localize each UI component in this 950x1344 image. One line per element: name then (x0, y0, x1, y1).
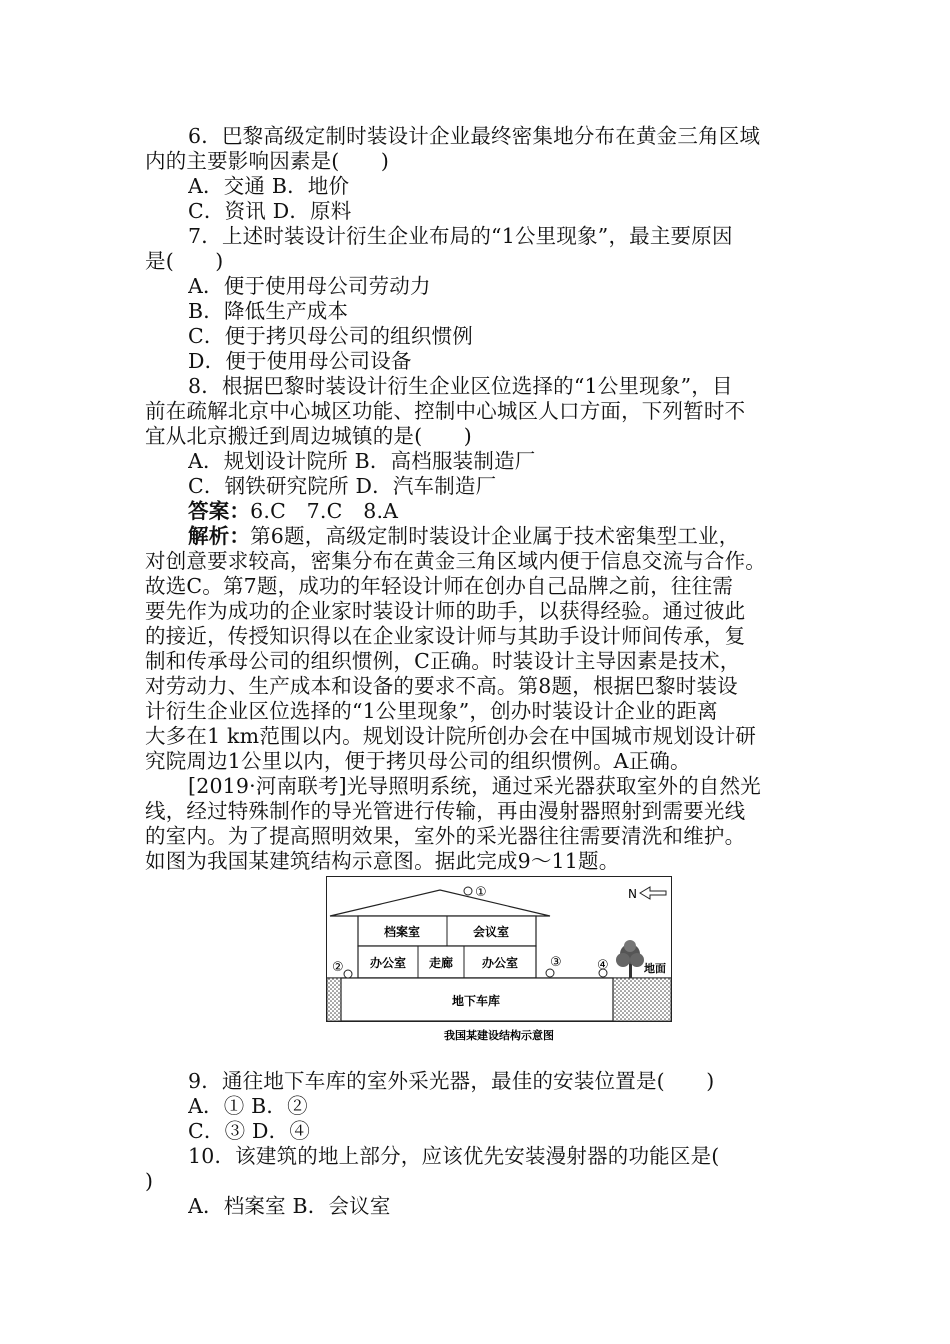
intro-line3: 的室内。为了提高照明效果，室外的采光器往往需要清洗和维护。 (145, 824, 746, 848)
q7-stem-line1: 7．上述时装设计衍生企业布局的“1公里现象”，最主要原因 (188, 224, 733, 248)
q9-options-cd: C．③ D．④ (188, 1119, 311, 1143)
q6-stem-line1: 6．巴黎高级定制时装设计企业最终密集地分布在黄金三角区域 (188, 124, 761, 148)
q7-option-b: B．降低生产成本 (188, 299, 349, 323)
intro-line1 (188, 774, 807, 799)
q10-options-ab: A．档案室 B．会议室 (188, 1194, 391, 1218)
analysis-line2: 对创意要求较高，密集分布在黄金三角区域内便于信息交流与合作。 (145, 549, 766, 573)
marker-3-label: ③ (550, 955, 562, 970)
analysis-line5: 的接近，传授知识得以在企业家设计师与其助手设计师间传承，复 (145, 624, 746, 648)
figure-caption: 我国某建设结构示意图 (444, 1029, 554, 1042)
q7-option-a: A．便于使用母公司劳动力 (188, 274, 431, 298)
q9-options-ab: A．① B．② (188, 1094, 308, 1118)
q10-stem-line1: 10．该建筑的地上部分，应该优先安装漫射器的功能区是( (188, 1144, 720, 1168)
corridor-label: 走廊 (428, 956, 454, 970)
q7-stem-line2: 是( ) (145, 249, 224, 273)
analysis-line3: 故选C。第7题，成功的年轻设计师在创办自己品牌之前，往往需 (145, 574, 734, 598)
q6-stem-line2: 内的主要影响因素是( ) (145, 149, 390, 173)
garage-label: 地下车库 (451, 994, 501, 1008)
analysis-line6: 制和传承母公司的组织惯例，C正确。时装设计主导因素是技术， (145, 649, 741, 673)
q8-options-ab: A．规划设计院所 B．高档服装制造厂 (188, 449, 536, 473)
q9-stem: 9．通往地下车库的室外采光器，最佳的安装位置是( ) (188, 1069, 715, 1093)
q8-stem-line3: 宜从北京搬迁到周边城镇的是( ) (145, 424, 472, 448)
archive-room-label: 档案室 (383, 925, 421, 939)
q7-option-d: D．便于使用母公司设备 (188, 349, 412, 373)
analysis-line1 (188, 524, 807, 549)
analysis-line7: 对劳动力、生产成本和设备的要求不高。第8题，根据巴黎时装设 (145, 674, 738, 698)
marker-4-label: ④ (597, 958, 609, 973)
soil-right (613, 978, 671, 1021)
meeting-room-label: 会议室 (472, 925, 510, 939)
q8-options-cd: C．钢铁研究院所 D．汽车制造厂 (188, 474, 497, 498)
q10-stem-line2: ) (145, 1169, 154, 1193)
marker-2-label: ② (332, 960, 344, 975)
intro-text-1: 光导照明系统，通过采光器获取室外的自然光 (346, 774, 761, 798)
q8-stem-line1: 8．根据巴黎时装设计衍生企业区位选择的“1公里现象”，目 (188, 374, 733, 398)
analysis-line8: 计衍生企业区位选择的“1公里现象”，创办时装设计企业的距离 (145, 699, 718, 723)
analysis-line10: 究院周边1公里以内，便于拷贝母公司的组织惯例。A正确。 (145, 749, 691, 773)
skylight-1-icon (464, 887, 472, 895)
answer-text: 6.C 7.C 8.A (250, 499, 399, 523)
q8-stem-line2: 前在疏解北京中心城区功能、控制中心城区人口方面，下列暂时不 (145, 399, 746, 423)
intro-line2: 线，经过特殊制作的导光管进行传输，再由漫射器照射到需要光线 (145, 799, 746, 823)
ground-label: 地面 (644, 962, 666, 975)
answer-line (188, 499, 807, 524)
answer-label: 答案： (188, 499, 251, 523)
analysis-text-1: 第6题，高级定制时装设计企业属于技术密集型工业， (250, 524, 740, 548)
building-diagram-svg (326, 876, 672, 1046)
analysis-label: 解析： (188, 524, 251, 548)
q6-options-ab: A．交通 B．地价 (188, 174, 350, 198)
office-left-label: 办公室 (369, 956, 407, 970)
skylight-2-icon (344, 970, 352, 978)
q6-options-cd: C．资讯 D．原料 (188, 199, 352, 223)
north-label: N (628, 887, 637, 901)
building-structure-diagram (326, 876, 672, 1046)
intro-source: [2019·河南联考] (188, 774, 347, 798)
analysis-line4: 要先作为成功的企业家时装设计师的助手，以获得经验。通过彼此 (145, 599, 746, 623)
office-right-label: 办公室 (481, 956, 519, 970)
q7-option-c: C．便于拷贝母公司的组织惯例 (188, 324, 473, 348)
marker-1-label: ① (475, 885, 487, 900)
skylight-3-icon (546, 969, 554, 977)
soil-left (327, 978, 341, 1021)
analysis-line9: 大多在1 km范围以内。规划设计院所创办会在中国城市规划设计研 (145, 724, 757, 748)
intro-line4: 如图为我国某建筑结构示意图。据此完成9～11题。 (145, 849, 620, 873)
